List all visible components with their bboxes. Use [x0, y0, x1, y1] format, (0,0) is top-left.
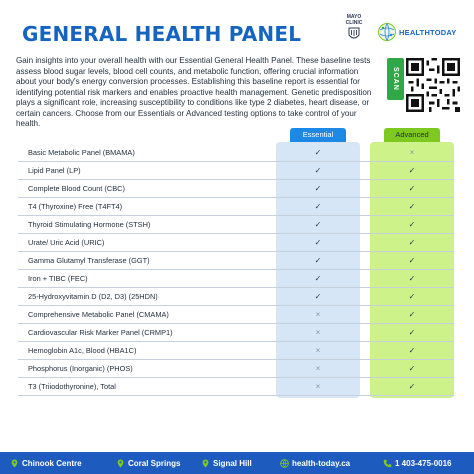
check-icon: ✓ — [408, 292, 416, 301]
cross-icon: × — [315, 310, 321, 319]
check-icon: ✓ — [314, 292, 322, 301]
check-icon: ✓ — [408, 220, 416, 229]
test-name: Complete Blood Count (CBC) — [28, 184, 125, 193]
table-row — [18, 306, 454, 324]
cross-icon: × — [315, 328, 321, 337]
footer-website-link[interactable] — [280, 452, 350, 474]
table-row — [18, 144, 454, 162]
table-row — [18, 180, 454, 198]
test-name: Basic Metabolic Panel (BMAMA) — [28, 148, 135, 157]
table-row — [18, 360, 454, 378]
table-row — [18, 270, 454, 288]
mayo-logo-text: MAYO CLINIC — [345, 14, 363, 26]
location-pin-icon — [201, 459, 210, 468]
check-icon: ✓ — [408, 364, 416, 373]
check-icon: ✓ — [314, 256, 322, 265]
cross-icon: × — [315, 346, 321, 355]
check-icon: ✓ — [408, 184, 416, 193]
footer-location-text: Chinook Centre — [22, 458, 82, 468]
check-icon: ✓ — [314, 184, 322, 193]
check-icon: ✓ — [408, 238, 416, 247]
check-icon: ✓ — [408, 346, 416, 355]
footer-website-text: health-today.ca — [292, 458, 351, 468]
table-row — [18, 288, 454, 306]
table-row — [18, 216, 454, 234]
footer-location-signal-hill[interactable] — [201, 452, 252, 474]
test-name: 25-Hydroxyvitamin D (D2, D3) (25HDN) — [28, 292, 158, 301]
check-icon: ✓ — [408, 310, 416, 319]
test-name: Cardiovascular Risk Marker Panel (CRMP1) — [28, 328, 173, 337]
qr-block[interactable] — [387, 58, 463, 122]
test-name: Lipid Panel (LP) — [28, 166, 81, 175]
footer-location-text: Coral Springs — [128, 458, 181, 468]
phone-icon — [383, 459, 392, 468]
check-icon: ✓ — [408, 274, 416, 283]
test-name: Urate/ Uric Acid (URIC) — [28, 238, 105, 247]
cross-icon: × — [315, 382, 321, 391]
check-icon: ✓ — [314, 202, 322, 211]
healthtoday-globe-icon — [377, 22, 397, 42]
table-row — [18, 342, 454, 360]
check-icon: ✓ — [408, 202, 416, 211]
table-row — [18, 234, 454, 252]
test-name: Iron + TIBC (FEC) — [28, 274, 88, 283]
globe-icon — [280, 459, 289, 468]
cross-icon: × — [409, 148, 415, 157]
table-row — [18, 252, 454, 270]
table-row — [18, 198, 454, 216]
test-name: Hemoglobin A1c, Blood (HBA1C) — [28, 346, 137, 355]
check-icon: ✓ — [314, 148, 322, 157]
mayo-clinic-logo — [339, 14, 369, 46]
test-name: T4 (Thyroxine) Free (T4FT4) — [28, 202, 123, 211]
intro-paragraph: Gain insights into your overall health with our Essential General Health Panel. These baseline tests assess blood sugar levels, blood cell counts, and metabolic function, offering crucial information about your body's energy conversion processes. Establishing this baseline report is essential for identifying potential risk markers and enables proactive health management. Genetic predisposition plays a significant role, increasing susceptibility to conditions like type 2 diabetes, heart disease, or certain cancers. Choose from our Essentials or Advanced testing options to take control of your health. — [16, 56, 372, 128]
test-name: Gamma Glutamyl Transferase (GGT) — [28, 256, 150, 265]
essential-column-header: Essential — [290, 128, 346, 142]
check-icon: ✓ — [314, 220, 322, 229]
healthtoday-logo — [377, 22, 456, 42]
qr-code-icon[interactable] — [406, 58, 460, 112]
page-title: GENERAL HEALTH PANEL — [22, 22, 302, 46]
check-icon: ✓ — [408, 256, 416, 265]
advanced-column-header: Advanced — [384, 128, 440, 142]
check-icon: ✓ — [408, 166, 416, 175]
test-name: Phosphorus (Inorganic) (PHOS) — [28, 364, 133, 373]
table-row — [18, 162, 454, 180]
check-icon: ✓ — [314, 238, 322, 247]
test-name: Thyroid Stimulating Hormone (STSH) — [28, 220, 151, 229]
footer-location-chinook[interactable] — [10, 452, 82, 474]
footer-location-text: Signal Hill — [213, 458, 252, 468]
check-icon: ✓ — [314, 274, 322, 283]
check-icon: ✓ — [408, 328, 416, 337]
table-row — [18, 378, 454, 396]
mayo-shield-icon — [347, 27, 361, 41]
footer-location-coral-springs[interactable] — [116, 452, 180, 474]
check-icon: ✓ — [408, 382, 416, 391]
healthtoday-logo-text: HEALTHTODAY — [399, 27, 457, 37]
test-name: Comprehensive Metabolic Panel (CMAMA) — [28, 310, 169, 319]
check-icon: ✓ — [314, 166, 322, 175]
test-comparison-table — [18, 144, 454, 396]
test-name: T3 (Triiodothyronine), Total — [28, 382, 116, 391]
header — [0, 0, 474, 52]
footer-phone-text: 1 403-475-0016 — [395, 458, 452, 468]
table-row — [18, 324, 454, 342]
footer — [0, 452, 474, 474]
scan-label: SCAN — [387, 58, 404, 100]
cross-icon: × — [315, 364, 321, 373]
location-pin-icon — [116, 459, 125, 468]
location-pin-icon — [10, 459, 19, 468]
footer-phone-link[interactable] — [383, 452, 452, 474]
